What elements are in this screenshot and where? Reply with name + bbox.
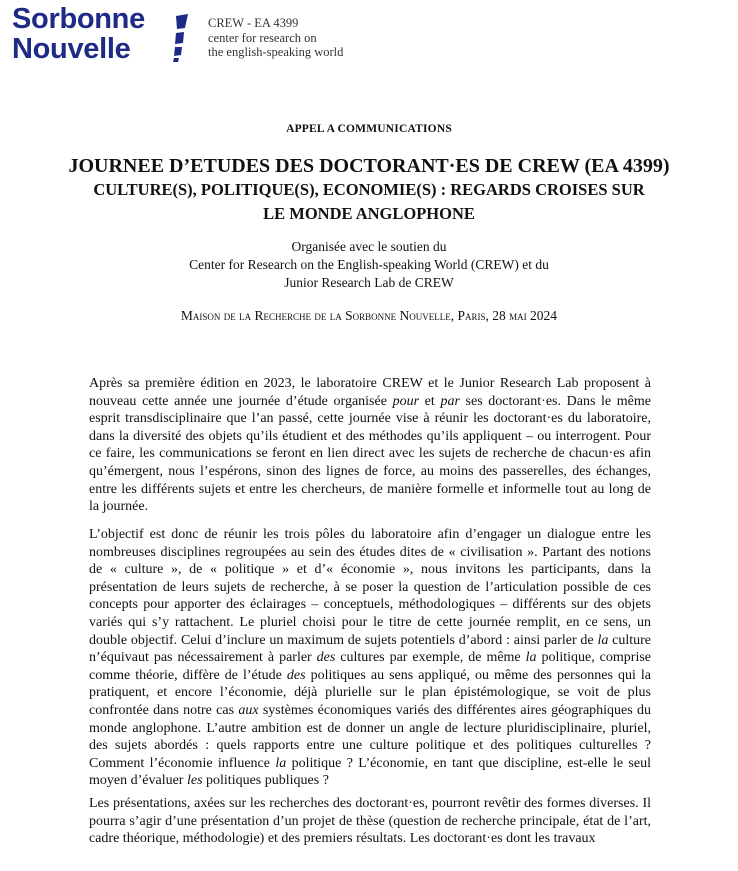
sorbonne-nouvelle-logo [12,4,372,66]
title-line-2: CULTURE(S), POLITIQUE(S), ECONOMIE(S) : REGARDS CROISES SUR [93,180,645,199]
lab-desc-line-1: center for research on [208,30,317,45]
org-line-3: Junior Research Lab de CREW [284,275,454,290]
lab-info [208,16,343,60]
org-line-2: Center for Research on the English-speaking World (CREW) et du [189,257,549,272]
logo-word-sorbonne: Sorbonne [12,3,145,35]
logo-word-nouvelle: Nouvelle [12,33,131,65]
org-line-1: Organisée avec le soutien du [291,239,447,254]
paragraph-2: L’objectif est donc de réunir les trois pôles du laboratoire afin d’engager un dialogue entre les nombreuses disciplines regroupées au sein des études dites de « civilisation ». Partant des notions de « culture », de « politique » et d’« économie », nous invitons les participants, dans la présentation de leurs sujets de recherche, à se poser la question de l’articulation possible de ces concepts pour apporter des éclairages – conceptuels, méthodologiques – différents sur des objets variés qui s’y rattachent. Le pluriel choisi pour le titre de cette journée remplit, en ce sens, un double objectif. Celui d’inclure un maximum de sujets potentiels d’abord : ainsi parler de la culture n’équivaut pas nécessairement à parler des cultures par exemple, de même la politique, comprise comme théorie, diffère de l’étude des politiques au sens appliqué, ou même des personnes qui la pratiquent, et encore l’économie, déjà plurielle sur le plan épistémologique, se voit de plus confrontée dans notre cas aux systèmes économiques variés des différentes aires géographiques du monde anglophone. L’autre ambition est de donner un angle de lecture pluridisciplinaire, pluriel, des sujets abordés : quels rapports entre une culture politique et des politiques culturelles ? Comment l’économie influence la politique ? L’économie, en tant que discipline, est-elle le seul moyen d’évaluer les politiques publiques ? [89,527,651,789]
title-line-3: LE MONDE ANGLOPHONE [263,204,475,223]
organisers [0,238,738,292]
paragraph-1: Après sa première édition en 2023, le laboratoire CREW et le Junior Research Lab proposent à nouveau cette année une journée d’étude organisée pour et par ses doctorant·es. Dans le même esprit transdisciplinaire que l’an passé, cette journée vise à réunir les doctorant·es du laboratoire, dans la diversité des objets qu’ils étudient et des méthodes qu’ils appliquent – ou interrogent. Pour ce faire, les communications se feront en lien direct avec les sujets de recherche de chacun·es afin qu’émergent, nous l’espérons, sinon des lignes de force, au moins des passerelles, des échanges, entre les différents sujets et entre les chercheurs, de manière formelle et informelle tout au long de la journée. [89,376,652,515]
venue-date: Maison de la Recherche de la Sorbonne Nouvelle, Paris, 28 mai 2024 [180,308,558,323]
lab-desc-line-2: the english-speaking world [208,45,344,59]
title-line-1: JOURNEE D’ETUDES DES DOCTORANT·ES DE CREW (EA 4399) [68,155,670,177]
logo-accent-marks-icon [173,14,193,62]
document-title [0,154,738,226]
paragraph-3: Les présentations, axées sur les recherches des doctorant·es, pourront revêtir des formes diverses. Il pourra s’agir d’une présentation d’un projet de thèse (question de recherche principale, état de l’art, cadre théorique, méthodologie) et des premiers résultats. Les doctorant·es dont les travaux [89,796,651,847]
call-heading: APPEL A COMMUNICATIONS [286,123,452,135]
lab-code: CREW - EA 4399 [208,16,299,30]
